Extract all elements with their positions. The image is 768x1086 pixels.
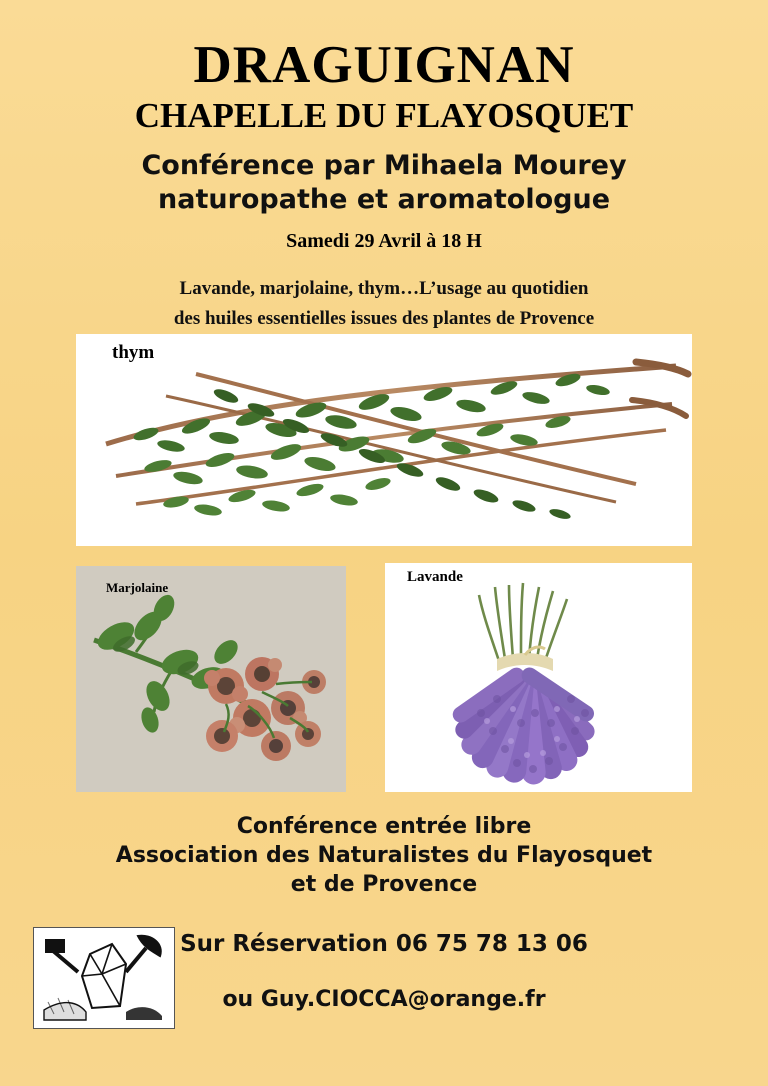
conference-heading (0, 135, 768, 217)
venue-title: CHAPELLE DU FLAYOSQUET (134, 96, 634, 136)
association-line-1: Association des Naturalistes du Flayosquet (115, 843, 653, 869)
lavande-illustration (385, 563, 692, 792)
subject-block (0, 253, 768, 332)
subject-line-2: des huiles essentielles issues des plantes de Provence (173, 307, 595, 329)
event-date: Samedi 29 Avril à 18 H (286, 230, 482, 253)
thym-illustration (76, 334, 692, 546)
lavande-photo-caption: Lavande (407, 569, 463, 585)
marjolaine-photo-caption: Marjolaine (106, 580, 169, 595)
subject-line-1: Lavande, marjolaine, thym…L’usage au quotidien (179, 278, 589, 300)
conference-line-1: Conférence par Mihaela Mourey (141, 149, 627, 181)
lavande-photo (385, 563, 692, 792)
thym-photo (76, 334, 692, 546)
association-logo (33, 927, 175, 1029)
entry-line: Conférence entrée libre (236, 814, 532, 839)
contact-email: ou Guy.CIOCCA@orange.fr (222, 987, 546, 1013)
reservation-phone: Sur Réservation 06 75 78 13 06 (180, 931, 588, 958)
marjolaine-illustration (76, 566, 346, 792)
marjolaine-photo (76, 566, 346, 792)
conference-line-2: naturopathe et aromatologue (158, 183, 610, 215)
page-title: DRAGUIGNAN (193, 36, 575, 94)
thym-photo-caption: thym (112, 342, 155, 363)
hammer-and-crystal-icon (34, 928, 172, 1026)
association-line-2: et de Provence (290, 872, 478, 898)
